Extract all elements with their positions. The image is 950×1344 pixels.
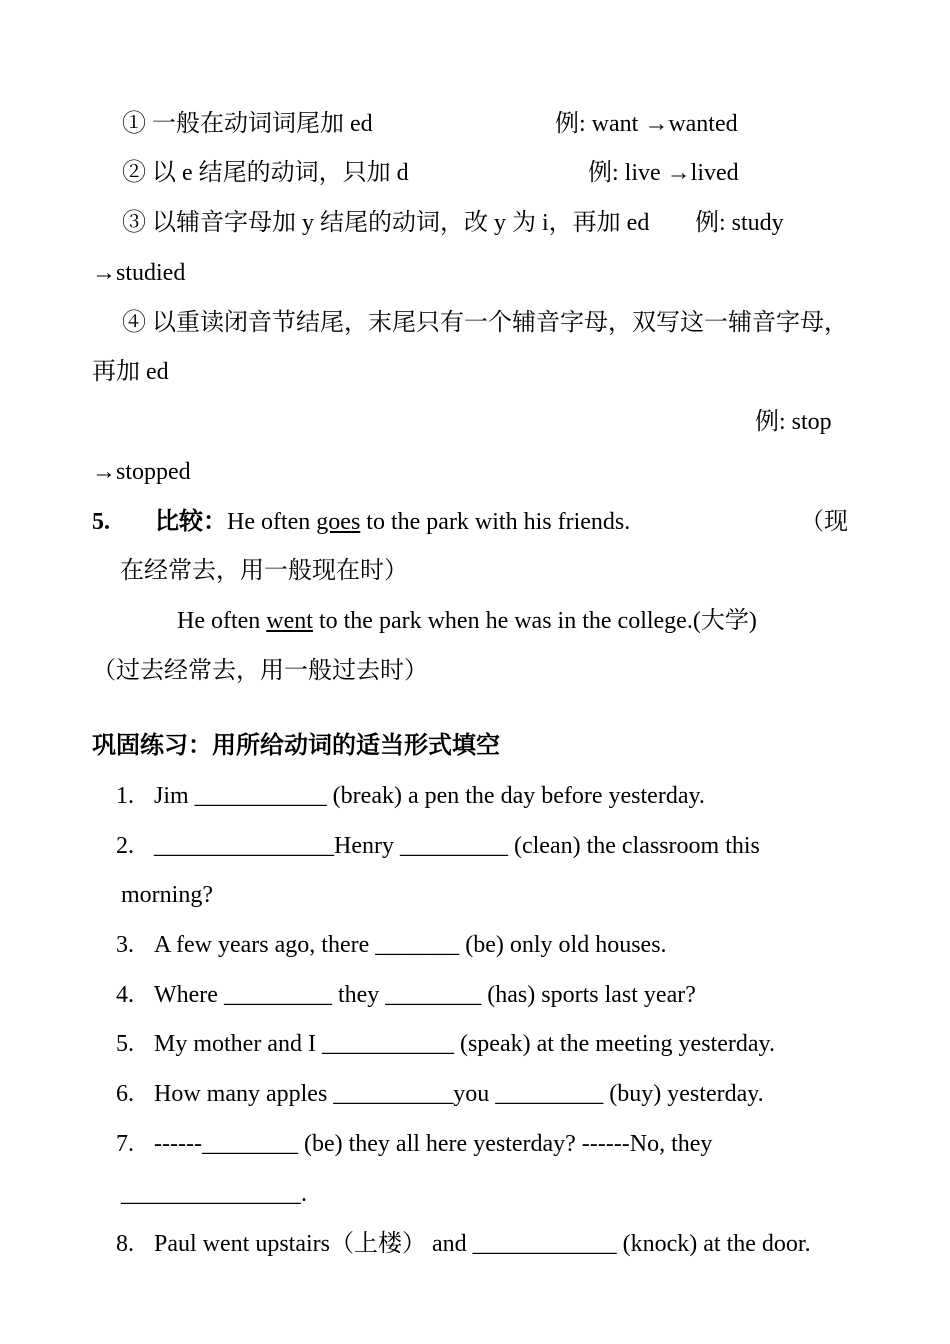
s1-pre: He often bbox=[227, 509, 317, 535]
s1-post: to the park with his friends. bbox=[360, 509, 631, 535]
rule-4-example: 例: stop bbox=[755, 409, 832, 435]
rule-3-text: ③ 以辅音字母加 y 结尾的动词，改 y 为 i，再加 ed bbox=[122, 210, 650, 236]
exercise-item: ------________ (be) they all here yesterday? ------No, they bbox=[154, 1131, 713, 1157]
compare-sentence-1 bbox=[155, 507, 630, 537]
exercise-num: 2. bbox=[116, 833, 134, 859]
rule-4-text: ④ 以重读闭音节结尾，末尾只有一个辅音字母，双写这一辅音字母， bbox=[122, 310, 848, 336]
rule-4-text-cont: 再加 ed bbox=[92, 359, 169, 385]
exercise-item-cont: _______________. bbox=[121, 1181, 307, 1207]
rule-1-text: ① 一般在动词词尾加 ed bbox=[122, 111, 373, 137]
exercise-num: 7. bbox=[116, 1131, 134, 1157]
exercise-num: 5. bbox=[116, 1031, 134, 1057]
exercise-heading: 巩固练习：用所给动词的适当形式填空 bbox=[92, 733, 500, 759]
exercise-item: A few years ago, there _______ (be) only old houses. bbox=[154, 932, 667, 958]
s2-pre: He often bbox=[177, 608, 267, 634]
exercise-item: Jim ___________ (break) a pen the day before yesterday. bbox=[154, 783, 705, 809]
compare-note-1b: 在经常去，用一般现在时） bbox=[120, 558, 408, 584]
compare-note-2: （过去经常去，用一般过去时） bbox=[92, 658, 428, 684]
exercise-item: My mother and I ___________ (speak) at the meeting yesterday. bbox=[154, 1031, 775, 1057]
exercise-num: 1. bbox=[116, 783, 134, 809]
compare-sentence-2 bbox=[177, 606, 757, 636]
exercise-num: 8. bbox=[116, 1231, 134, 1257]
rule-2-example: 例: live →lived bbox=[588, 160, 739, 186]
exercise-num: 6. bbox=[116, 1081, 134, 1107]
exercise-item: Paul went upstairs（上楼） and ____________ (knock) at the door. bbox=[154, 1231, 811, 1257]
compare-note-1a: （现 bbox=[800, 509, 848, 535]
rule-2-text: ② 以 e 结尾的动词，只加 d bbox=[122, 160, 409, 186]
compare-label: 比较： bbox=[155, 509, 227, 535]
exercise-item-cont: morning? bbox=[121, 882, 213, 908]
rule-3-example: 例: study bbox=[695, 210, 784, 236]
exercise-item: Where _________ they ________ (has) sports last year? bbox=[154, 982, 696, 1008]
exercise-item: How many apples __________you _________ (buy) yesterday. bbox=[154, 1081, 764, 1107]
compare-number: 5. bbox=[92, 509, 110, 535]
exercise-num: 4. bbox=[116, 982, 134, 1008]
exercise-item: _______________Henry _________ (clean) the classroom this bbox=[154, 833, 760, 859]
rule-4-example-cont: →stopped bbox=[92, 459, 191, 485]
rule-1-example: 例: want →wanted bbox=[555, 111, 738, 137]
exercise-num: 3. bbox=[116, 932, 134, 958]
s2-verb: went bbox=[266, 608, 313, 634]
s2-post: to the park when he was in the college.(大学) bbox=[312, 608, 757, 634]
s1-verb: goes bbox=[316, 509, 361, 535]
rule-3-example-cont: →studied bbox=[92, 260, 186, 286]
